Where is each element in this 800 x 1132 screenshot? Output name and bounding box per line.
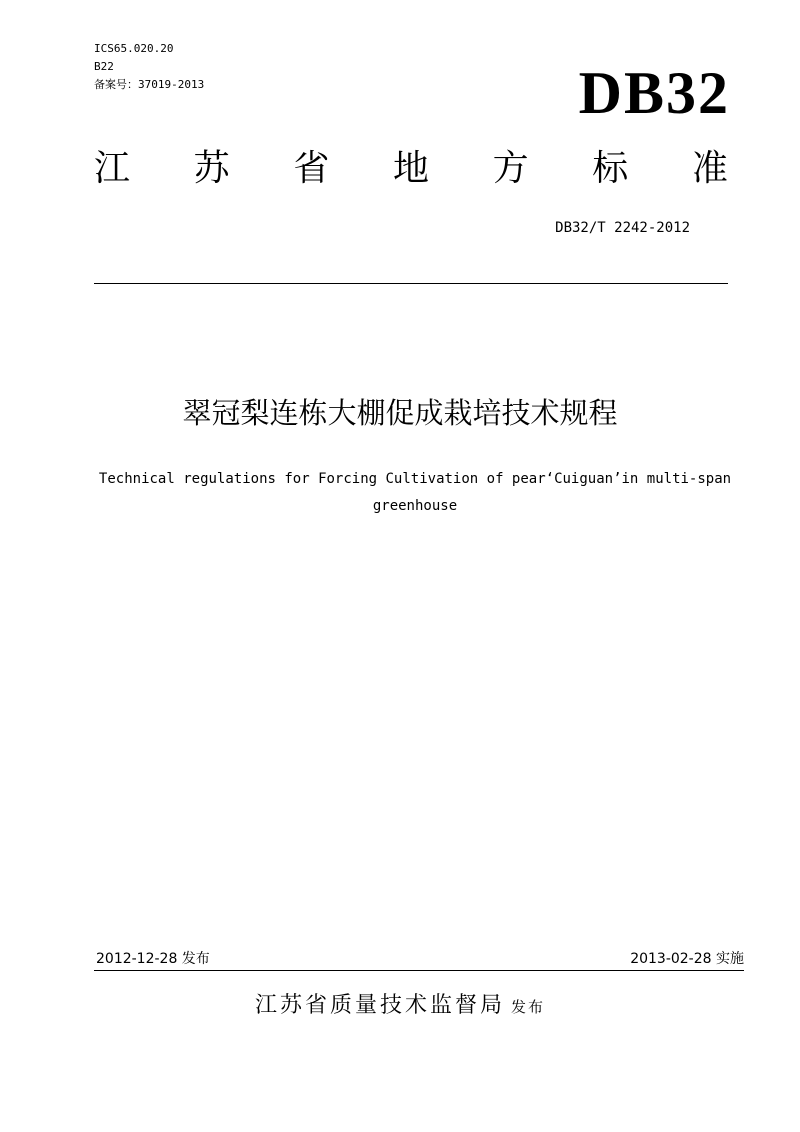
issuer-action: 发布 bbox=[511, 998, 546, 1016]
standard-type-char: 省 bbox=[293, 148, 330, 189]
ccs-code: B22 bbox=[94, 60, 114, 73]
issuing-authority bbox=[0, 990, 800, 1023]
implementation-date: 2013-02-28 实施 bbox=[630, 951, 744, 967]
document-metadata bbox=[94, 40, 204, 94]
issuer-name: 江苏省质量技术监督局 bbox=[254, 993, 505, 1018]
ics-code: ICS65.020.20 bbox=[94, 42, 174, 55]
footer-divider bbox=[94, 970, 744, 971]
standard-type-heading bbox=[94, 146, 728, 192]
standard-type-char: 地 bbox=[392, 148, 429, 189]
standard-type-char: 方 bbox=[492, 148, 529, 189]
standard-type-char: 江 bbox=[94, 148, 131, 189]
standard-type-char: 标 bbox=[592, 148, 629, 189]
standard-logo: DB32 bbox=[578, 60, 730, 126]
header-divider bbox=[94, 283, 728, 284]
standard-type-char: 准 bbox=[691, 148, 728, 189]
document-title-en: Technical regulations for Forcing Cultivation of pear‘Cuiguan’in multi-span greenhouse bbox=[98, 471, 732, 514]
standard-type-char: 苏 bbox=[193, 148, 230, 189]
standard-number: DB32/T 2242-2012 bbox=[555, 220, 690, 236]
document-title-zh: 翠冠梨连栋大棚促成栽培技术规程 bbox=[182, 396, 618, 430]
filing-number: 备案号：37019-2013 bbox=[94, 78, 205, 91]
issue-date: 2012-12-28 发布 bbox=[96, 951, 210, 967]
